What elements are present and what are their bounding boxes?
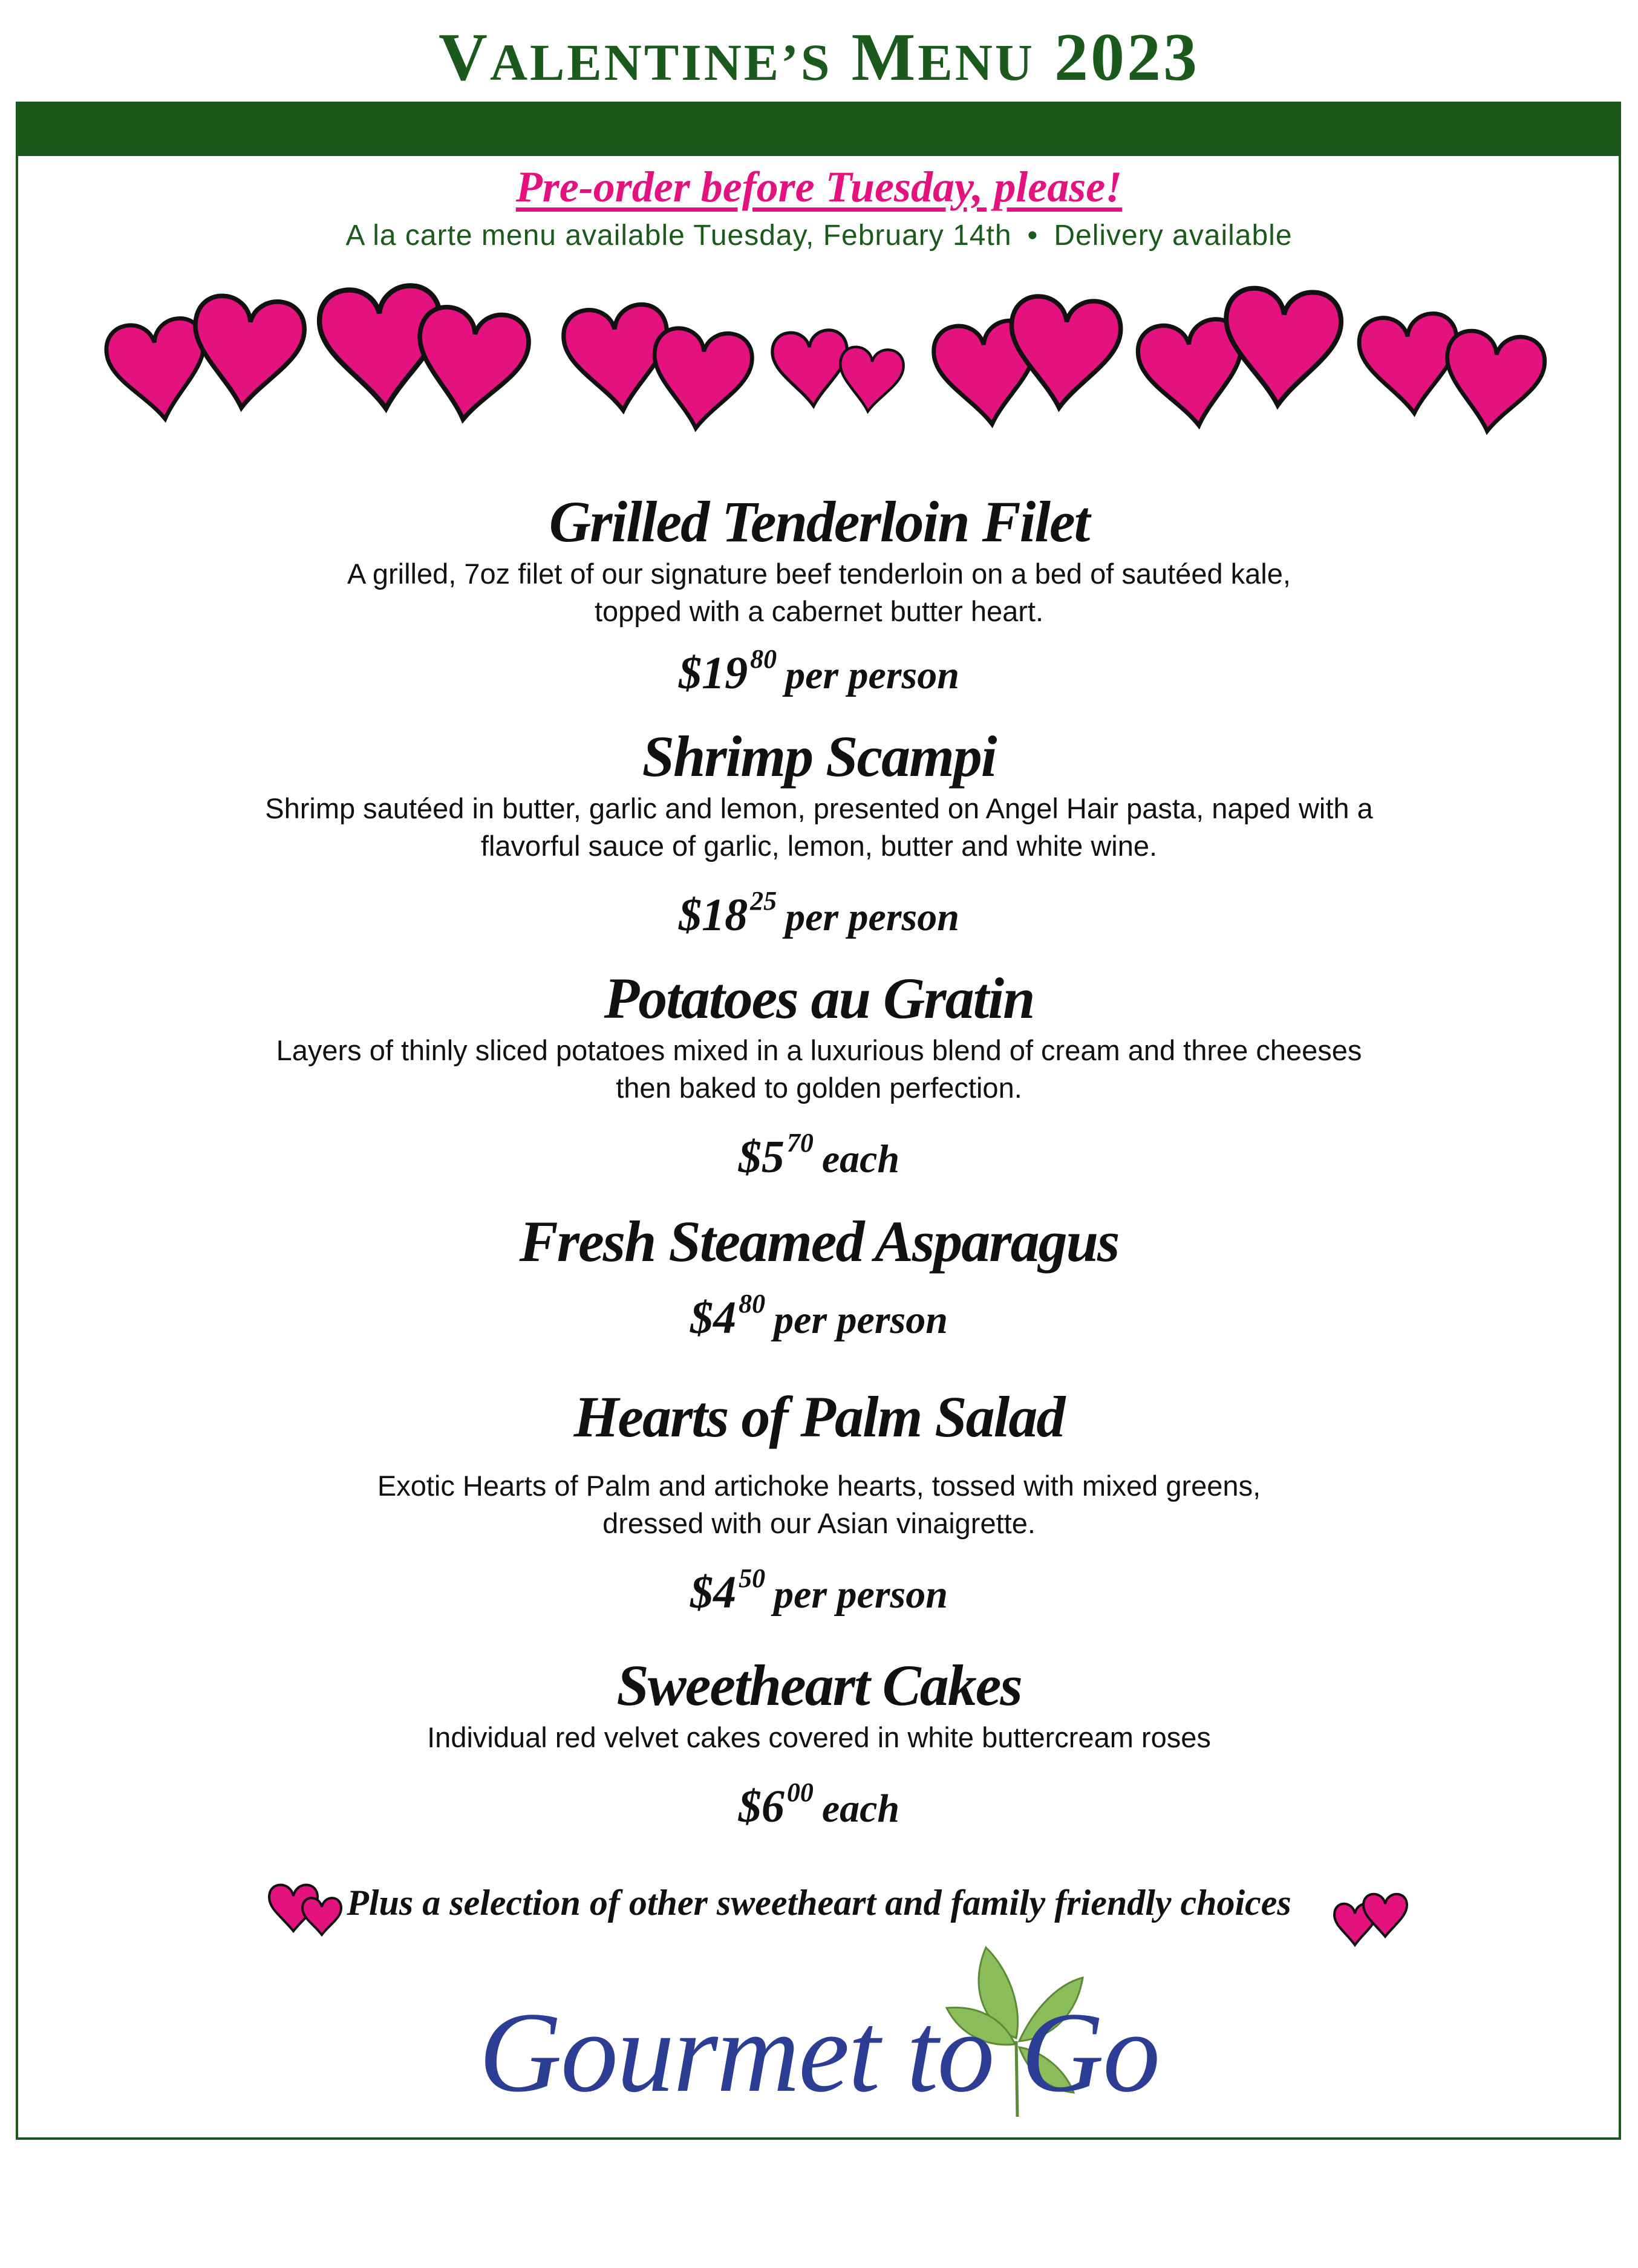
item-name: Sweetheart Cakes — [616, 1653, 1022, 1718]
heart-icon — [1221, 286, 1343, 409]
price-dollars: $19 — [679, 648, 748, 699]
item-description — [0, 790, 1638, 865]
description-line: dressed with our Asian vinaigrette. — [602, 1507, 1036, 1539]
price-dollars: $5 — [738, 1132, 785, 1182]
header-bar — [16, 102, 1621, 156]
price-cents: 80 — [739, 1289, 766, 1318]
price-dollars: $6 — [738, 1781, 785, 1832]
description-line: Layers of thinly sliced potatoes mixed in a luxurious blend of cream and three cheeses — [276, 1034, 1362, 1066]
price-unit: each — [821, 1787, 900, 1831]
title-initial: V — [439, 20, 490, 95]
heart-icon — [647, 326, 755, 434]
title-word-menu: ENU — [918, 33, 1035, 91]
delivery-text: Delivery available — [1054, 220, 1293, 252]
availability-line — [0, 219, 1638, 252]
description-line: Individual red velvet cakes covered in white buttercream roses — [427, 1721, 1211, 1753]
preorder-notice: Pre-order before Tuesday, please! — [515, 163, 1123, 211]
availability-text: A la carte menu available Tuesday, February 14th — [345, 220, 1012, 252]
title-year: 2023 — [1054, 20, 1199, 95]
item-description — [0, 1719, 1638, 1756]
description-line: Exotic Hearts of Palm and artichoke hearts, tossed with mixed greens, — [377, 1470, 1261, 1502]
heart-icon — [409, 304, 532, 427]
item-price — [0, 872, 1638, 947]
price-cents: 00 — [786, 1778, 814, 1807]
price-unit: per person — [785, 653, 959, 697]
description-line: A grilled, 7oz filet of our signature beef tenderloin on a bed of sautéed kale, — [347, 558, 1291, 590]
item-name: Potatoes au Gratin — [604, 966, 1034, 1031]
menu-item-potatoes-au-gratin — [0, 965, 1638, 1188]
price-cents: 50 — [739, 1563, 766, 1593]
price-unit: per person — [774, 1298, 948, 1342]
footer-note: Plus a selection of other sweetheart and family friendly choices — [347, 1883, 1291, 1923]
price-unit: per person — [774, 1572, 948, 1617]
gourmet-to-go-logo: Gourmet to Go — [478, 1989, 1160, 2116]
item-name: Grilled Tenderloin Filet — [549, 489, 1089, 554]
item-price — [0, 1549, 1638, 1624]
price-unit: per person — [785, 895, 959, 939]
hearts-border-decoration — [91, 266, 1555, 466]
item-price — [0, 1275, 1638, 1349]
description-line: Shrimp sautéed in butter, garlic and lemon, presented on Angel Hair pasta, naped with a — [265, 792, 1373, 824]
heart-icon — [1005, 294, 1123, 412]
separator-dot: • — [1027, 220, 1039, 252]
item-name: Fresh Steamed Asparagus — [519, 1209, 1119, 1274]
heart-icon — [1438, 328, 1547, 437]
item-price — [0, 1764, 1638, 1838]
item-description — [0, 555, 1638, 630]
menu-item-sweetheart-cakes — [0, 1652, 1638, 1838]
item-name: Hearts of Palm Salad — [573, 1384, 1065, 1449]
item-description — [0, 1032, 1638, 1107]
menu-item-grilled-tenderloin — [0, 489, 1638, 705]
item-name: Shrimp Scampi — [642, 724, 996, 789]
item-price — [0, 630, 1638, 705]
item-price — [0, 1114, 1638, 1188]
heart-icon — [771, 329, 851, 409]
small-hearts-icon — [1331, 1888, 1412, 1949]
price-unit: each — [821, 1137, 900, 1181]
price-dollars: $18 — [679, 890, 748, 940]
item-description — [0, 1467, 1638, 1542]
price-cents: 25 — [750, 886, 777, 916]
heart-icon — [187, 293, 307, 413]
price-dollars: $4 — [690, 1292, 737, 1343]
page-title — [0, 18, 1638, 102]
description-line: topped with a cabernet butter heart. — [594, 595, 1044, 627]
description-line: then baked to golden perfection. — [616, 1072, 1022, 1104]
title-word-valentines: ALENTINE’S — [489, 33, 832, 91]
title-initial-m: M — [851, 20, 918, 95]
menu-item-hearts-of-palm-salad — [0, 1384, 1638, 1624]
price-dollars: $4 — [690, 1567, 737, 1618]
menu-item-steamed-asparagus — [0, 1208, 1638, 1349]
heart-icon — [837, 346, 905, 414]
description-line: flavorful sauce of garlic, lemon, butter and white wine. — [480, 830, 1158, 862]
price-cents: 70 — [786, 1128, 814, 1158]
menu-item-shrimp-scampi — [0, 723, 1638, 947]
price-cents: 80 — [750, 644, 777, 674]
